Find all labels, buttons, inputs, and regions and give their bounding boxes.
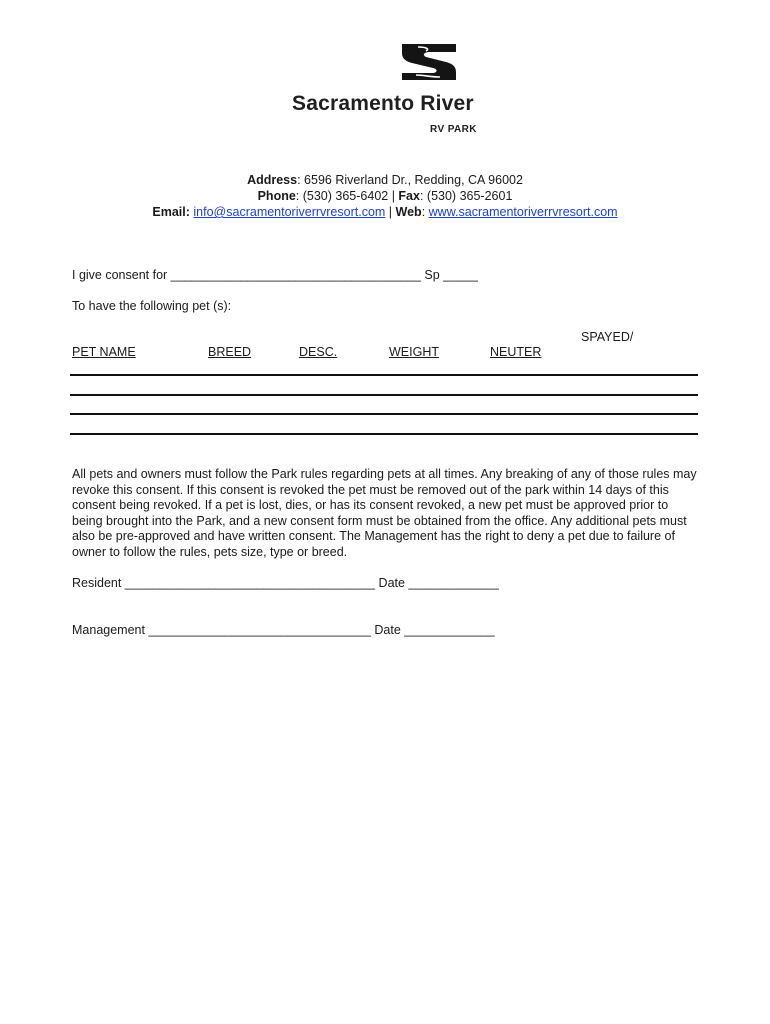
management-signature-line: Management ________________________________ Date _____________ bbox=[72, 623, 495, 637]
web-link[interactable]: www.sacramentoriverrvresort.com bbox=[428, 205, 618, 219]
web-separator: | bbox=[385, 205, 396, 219]
table-row-line bbox=[70, 394, 698, 396]
address-line bbox=[0, 173, 770, 187]
sacramento-river-logo bbox=[400, 44, 458, 80]
breed-header: BREED bbox=[208, 345, 252, 359]
spayed-header: SPAYED/ bbox=[581, 330, 634, 344]
pet-name-header: PET NAME bbox=[72, 345, 136, 359]
address-value: : 6596 Riverland Dr., Redding, CA 96002 bbox=[297, 173, 523, 187]
phone-label: Phone bbox=[257, 189, 296, 203]
fax-value: : (530) 365-2601 bbox=[419, 189, 513, 203]
email-web-line bbox=[0, 205, 770, 219]
brand-name: Sacramento River bbox=[292, 92, 474, 115]
table-row-line bbox=[70, 433, 698, 435]
weight-header: WEIGHT bbox=[389, 345, 439, 359]
brand-subtitle: RV PARK bbox=[430, 124, 477, 135]
address-label: Address bbox=[247, 173, 298, 187]
email-link[interactable]: info@sacramentoriverrvresort.com bbox=[193, 205, 386, 219]
table-row-line bbox=[70, 374, 698, 376]
pets-intro: To have the following pet (s): bbox=[72, 299, 232, 313]
rules-paragraph: All pets and owners must follow the Park rules regarding pets at all times. Any breaking of any of those rules may revoke this consent. If this consent is revoked the pet must be removed out of the park within 14 days of this consent being revoked. If a pet is lost, dies, or has its consent revoked, a new pet must be approved prior to being brought into the Park, and a new consent form must be obtained from the office. Any additional pets must also be pre-approved and have written consent. The Management has the right to deny a pet due to failure of owner to follow the rules, pets size, type or breed. bbox=[72, 467, 697, 559]
table-row-line bbox=[70, 413, 698, 415]
web-colon: : bbox=[421, 205, 429, 219]
web-label: Web bbox=[395, 205, 422, 219]
phone-value: : (530) 365-6402 | bbox=[295, 189, 399, 203]
email-label: Email: bbox=[152, 205, 190, 219]
consent-line: I give consent for ____________________________________ Sp _____ bbox=[72, 268, 478, 282]
phone-fax-line bbox=[0, 189, 770, 203]
fax-label: Fax bbox=[398, 189, 420, 203]
resident-signature-line: Resident ____________________________________ Date _____________ bbox=[72, 576, 499, 590]
desc-header: DESC. bbox=[299, 345, 338, 359]
neuter-header: NEUTER bbox=[490, 345, 542, 359]
